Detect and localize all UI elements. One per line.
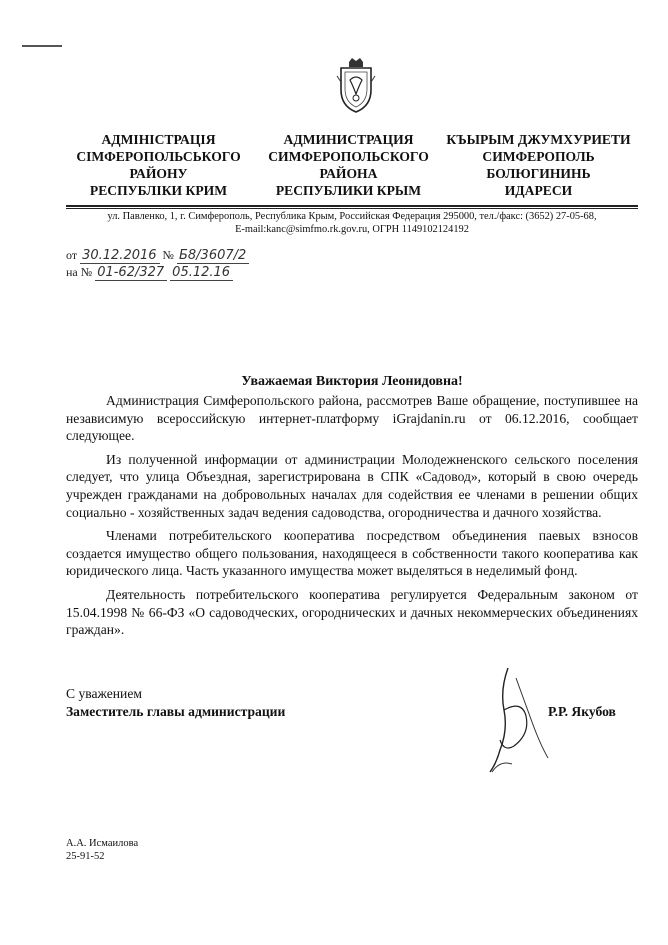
header-line: АДМІНІСТРАЦІЯ: [101, 132, 216, 147]
header-line: БОЛЮГИНИНЬ: [486, 166, 591, 181]
paragraph: Администрация Симферопольского района, рассмотрев Ваше обращение, поступившее на независимую всероссийскую интернет-платформу iGrajdanin.ru от 06.12.2016, сообщает следующее.: [66, 393, 638, 444]
contact-email: E-mail:kanc@simfmo.rk.gov.ru, ОГРН 1149102124192: [235, 224, 469, 235]
executor-name: А.А. Исмаилова: [66, 838, 139, 849]
paragraph: Из полученной информации от администрации Молодежненского сельского поселения следует, что улица Объездная, зарегистрирована в СПК «Садовод», который в свою очередь учрежден гражданами на добровольных началах для содействия ее членами в решении общих социально - хозяйственных задач ведения садоводства, огородничества и дачного хозяйства.: [66, 451, 638, 520]
contact-address: ул. Павленко, 1, г. Симферополь, Республика Крым, Российская Федерация 295000, тел./факс: (3652) 27-05-68,: [107, 211, 597, 222]
handwritten-signature: [470, 660, 560, 780]
executor-phone: 25-91-52: [66, 851, 105, 862]
incoming-date: 05.12.16: [170, 265, 233, 281]
coat-of-arms-icon: [333, 56, 379, 114]
on-number-label: на №: [66, 265, 93, 279]
header-line: РАЙОНА: [319, 166, 378, 181]
header-line: СІМФЕРОПОЛЬСЬКОГО: [76, 149, 241, 164]
signer-name: Р.Р. Якубов: [548, 704, 616, 719]
header-line: ИДАРЕСИ: [504, 183, 573, 198]
header-divider-thin: [66, 208, 638, 209]
outgoing-number: Б8/3607/2: [177, 248, 249, 264]
header-ukrainian: [66, 131, 251, 199]
outgoing-date: 30.12.2016: [80, 248, 159, 264]
incoming-reference: [66, 265, 233, 280]
outgoing-reference: [66, 248, 249, 263]
paragraph: Деятельность потребительского кооператива регулируется Федеральным законом от 15.04.1998 № 66-ФЗ «О садоводческих, огороднических и дачных некоммерческих объединениях граждан».: [66, 586, 638, 638]
signer-position: Заместитель главы администрации: [66, 704, 286, 719]
margin-mark: [22, 45, 62, 47]
header-russian: [256, 131, 441, 199]
incoming-number: 01-62/327: [95, 265, 167, 281]
header-line: РЕСПУБЛІКИ КРИМ: [89, 183, 228, 198]
contact-info: [66, 210, 638, 236]
header-line: СИМФЕРОПОЛЬСКОГО: [268, 149, 429, 164]
paragraph: Членами потребительского кооператива посредством объединения паевых взносов создается имущество общего пользования, находящееся в собственности такого кооператива как юридического лица. Часть указанного имущества может выделяться в неделимый фонд.: [66, 528, 638, 579]
salutation: Уважаемая Виктория Леонидовна!: [241, 374, 463, 389]
header-divider-thick: [66, 205, 638, 207]
letter-body: [66, 392, 638, 645]
header-line: РАЙОНУ: [129, 166, 188, 181]
from-label: от: [66, 248, 78, 262]
header-line: РЕСПУБЛИКИ КРЫМ: [275, 183, 422, 198]
header-line: АДМИНИСТРАЦИЯ: [283, 132, 414, 147]
header-line: КЪЫРЫМ ДЖУМХУРИЕТИ: [446, 132, 631, 147]
number-label: №: [162, 248, 174, 262]
header-crimean-tatar: [446, 131, 631, 199]
regards-text: С уважением: [66, 686, 142, 701]
header-line: СИМФЕРОПОЛЬ: [482, 149, 595, 164]
